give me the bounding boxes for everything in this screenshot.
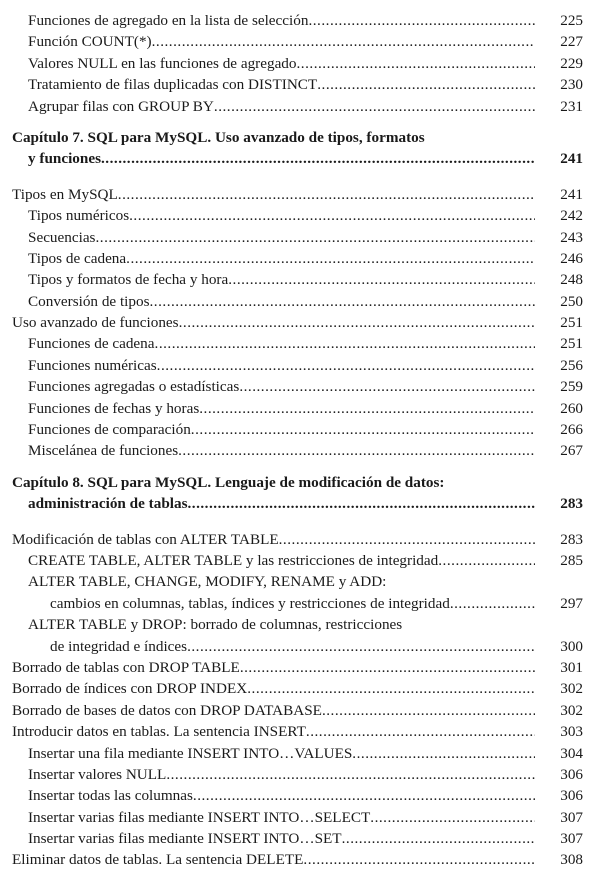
entry-title: Borrado de índices con DROP INDEX — [12, 680, 248, 698]
toc-entry-line — [0, 614, 600, 635]
dot-leader — [118, 184, 535, 205]
page-number: 302 — [560, 680, 583, 698]
dot-leader — [247, 678, 535, 699]
toc-entry — [0, 419, 600, 440]
toc-entry — [0, 355, 600, 376]
toc-entry-row — [0, 398, 600, 419]
entry-title: Secuencias — [28, 228, 96, 246]
toc-entry-row — [0, 440, 600, 461]
entry-title: Valores NULL en las funciones de agregado — [28, 54, 297, 72]
dot-leader — [129, 205, 535, 226]
dot-leader — [166, 764, 535, 785]
entry-title: Tipos y formatos de fecha y hora — [28, 271, 229, 289]
toc-entry-row — [0, 96, 600, 117]
entry-title: ALTER TABLE y DROP: borrado de columnas, restricciones — [28, 616, 403, 634]
toc-entry-row — [0, 419, 600, 440]
dot-leader — [240, 657, 535, 678]
chapter-entry — [0, 472, 600, 515]
page-number: 251 — [560, 335, 583, 353]
toc-entry-row — [0, 764, 600, 785]
dot-leader — [187, 636, 535, 657]
entry-title: ALTER TABLE, CHANGE, MODIFY, RENAME y ADD: — [28, 573, 387, 591]
page-number: 304 — [560, 744, 583, 762]
toc-entry — [0, 828, 600, 849]
entry-title: Modificación de tablas con ALTER TABLE — [12, 530, 279, 548]
toc-entry-row — [0, 828, 600, 849]
chapter-entry — [0, 127, 600, 170]
toc-entry — [0, 376, 600, 397]
toc-entry — [0, 227, 600, 248]
toc-entry-row — [0, 312, 600, 333]
toc-entry-row — [0, 10, 600, 31]
entry-title: Conversión de tipos — [28, 292, 150, 310]
toc-entry-row — [0, 529, 600, 550]
entry-title: Capítulo 8. SQL para MySQL. Lenguaje de modificación de datos: — [12, 473, 445, 491]
toc-entry-row — [0, 74, 600, 95]
toc-entry — [0, 248, 600, 269]
entry-title: de integridad e índices — [50, 637, 188, 655]
toc-entry-row — [0, 53, 600, 74]
dot-leader — [187, 493, 535, 514]
page-number: 308 — [560, 851, 583, 869]
toc-entry — [0, 269, 600, 290]
page-number: 225 — [560, 12, 583, 29]
toc-section — [0, 10, 600, 117]
entry-title: Funciones de comparación — [28, 421, 191, 439]
toc-entry — [0, 291, 600, 312]
entry-title: Insertar varias filas mediante INSERT INTO…SET — [28, 830, 342, 848]
dot-leader — [193, 785, 535, 806]
entry-title: Tipos de cadena — [28, 249, 127, 267]
page-number: 283 — [560, 495, 583, 513]
dot-leader — [322, 700, 535, 721]
dot-leader — [214, 96, 535, 117]
entry-title: Tratamiento de filas duplicadas con DISTINCT — [28, 76, 318, 94]
dot-leader — [126, 248, 535, 269]
toc-entry — [0, 529, 600, 550]
toc-entry — [0, 571, 600, 614]
entry-title: administración de tablas — [28, 495, 188, 513]
page-number: 302 — [560, 701, 583, 719]
toc-entry — [0, 785, 600, 806]
toc-entry — [0, 31, 600, 52]
page-number: 227 — [560, 33, 583, 51]
toc-entry-line — [0, 571, 600, 592]
toc-entry-row — [0, 493, 600, 514]
toc-entry — [0, 333, 600, 354]
dot-leader — [303, 849, 535, 870]
toc-entry — [0, 10, 600, 31]
toc-entry-row — [0, 291, 600, 312]
dot-leader — [308, 10, 535, 31]
entry-title: Borrado de tablas con DROP TABLE — [12, 658, 240, 676]
page-number: 246 — [560, 249, 583, 267]
chapter-heading — [0, 127, 600, 170]
dot-leader — [450, 593, 535, 614]
toc-entry — [0, 743, 600, 764]
page-number: 243 — [560, 228, 583, 246]
entry-title: Funciones de cadena — [28, 335, 155, 353]
toc-entry-row — [0, 743, 600, 764]
page-number: 297 — [560, 594, 583, 612]
page-number: 266 — [560, 421, 583, 439]
page-number: 307 — [560, 830, 583, 848]
toc-entry — [0, 657, 600, 678]
page-number: 260 — [560, 399, 583, 417]
page-number: 301 — [560, 658, 583, 676]
page-number: 250 — [560, 292, 583, 310]
dot-leader — [179, 312, 535, 333]
toc-entry-row — [0, 376, 600, 397]
entry-title: Capítulo 7. SQL para MySQL. Uso avanzado de tipos, formatos — [12, 128, 425, 146]
toc-entry — [0, 700, 600, 721]
toc-entry — [0, 184, 600, 205]
toc-entry — [0, 550, 600, 571]
entry-title: Insertar todas las columnas — [28, 787, 193, 805]
dot-leader — [155, 333, 535, 354]
entry-title: Insertar valores NULL — [28, 765, 167, 783]
entry-title: CREATE TABLE, ALTER TABLE y las restricciones de integridad — [28, 551, 439, 569]
dot-leader — [239, 376, 535, 397]
toc-entry-row — [0, 205, 600, 226]
toc-entry-row — [0, 269, 600, 290]
entry-title: Uso avanzado de funciones — [12, 314, 179, 332]
entry-title: Miscelánea de funciones — [28, 442, 179, 460]
entry-title: Función COUNT(*) — [28, 33, 152, 51]
toc-entry-row — [0, 785, 600, 806]
entry-title: Funciones numéricas — [28, 356, 157, 374]
toc-entry — [0, 614, 600, 657]
page-number: 259 — [560, 378, 583, 396]
toc-entry-row — [0, 184, 600, 205]
page-number: 267 — [560, 442, 583, 460]
dot-leader — [101, 148, 535, 169]
entry-title: Borrado de bases de datos con DROP DATABASE — [12, 701, 322, 719]
dot-leader — [306, 721, 535, 742]
page-number: 303 — [560, 723, 583, 741]
entry-title: Tipos numéricos — [28, 207, 130, 225]
dot-leader — [178, 440, 535, 461]
toc-entry-row — [0, 700, 600, 721]
toc-entry-row — [0, 355, 600, 376]
page-number: 283 — [560, 530, 583, 548]
dot-leader — [370, 807, 535, 828]
toc-entry-row — [0, 550, 600, 571]
dot-leader — [342, 828, 535, 849]
toc-entry — [0, 74, 600, 95]
toc-entry-row — [0, 636, 600, 657]
page-number: 307 — [560, 808, 583, 826]
dot-leader — [279, 529, 535, 550]
toc-section — [0, 184, 600, 462]
toc-entry — [0, 205, 600, 226]
page-number: 241 — [560, 185, 583, 203]
page-number: 256 — [560, 356, 583, 374]
toc-entry-row — [0, 227, 600, 248]
dot-leader — [317, 74, 535, 95]
toc-entry-row — [0, 807, 600, 828]
page-number: 285 — [560, 551, 583, 569]
dot-leader — [297, 53, 536, 74]
entry-title: Tipos en MySQL — [12, 185, 118, 203]
toc-entry — [0, 440, 600, 461]
entry-title: cambios en columnas, tablas, índices y restricciones de integridad — [50, 594, 450, 612]
entry-title: Insertar una fila mediante INSERT INTO…VALUES — [28, 744, 353, 762]
toc-entry — [0, 721, 600, 742]
page-number: 230 — [560, 76, 583, 94]
page-number: 306 — [560, 787, 583, 805]
entry-title: Funciones agregadas o estadísticas — [28, 378, 240, 396]
dot-leader — [199, 398, 535, 419]
entry-title: y funciones — [28, 150, 101, 168]
toc-entry-row — [0, 31, 600, 52]
toc-entry-row — [0, 657, 600, 678]
dot-leader — [157, 355, 535, 376]
dot-leader — [438, 550, 535, 571]
toc-entry — [0, 678, 600, 699]
toc-entry-row — [0, 849, 600, 870]
dot-leader — [150, 291, 536, 312]
toc-entry-row — [0, 721, 600, 742]
toc-entry-line — [0, 472, 600, 493]
entry-title: Insertar varias filas mediante INSERT INTO…SELECT — [28, 808, 371, 826]
page-number: 248 — [560, 271, 583, 289]
chapter-heading — [0, 472, 600, 515]
dot-leader — [95, 227, 535, 248]
dot-leader — [352, 743, 535, 764]
page-number: 300 — [560, 637, 583, 655]
toc-entry — [0, 53, 600, 74]
entry-title: Agrupar filas con GROUP BY — [28, 97, 214, 115]
toc-entry-row — [0, 248, 600, 269]
page-number: 242 — [560, 207, 583, 225]
page-number: 229 — [560, 54, 583, 72]
dot-leader — [191, 419, 535, 440]
dot-leader — [228, 269, 535, 290]
entry-title: Eliminar datos de tablas. La sentencia DELETE — [12, 851, 304, 869]
toc-entry-row — [0, 148, 600, 169]
page-number: 231 — [560, 97, 583, 115]
toc-entry — [0, 312, 600, 333]
dot-leader — [152, 31, 535, 52]
page-number: 306 — [560, 765, 583, 783]
toc-entry-row — [0, 333, 600, 354]
entry-title: Funciones de fechas y horas — [28, 399, 200, 417]
toc-entry — [0, 764, 600, 785]
entry-title: Funciones de agregado en la lista de selección — [28, 12, 309, 29]
toc-entry-line — [0, 127, 600, 148]
page-number: 251 — [560, 314, 583, 332]
toc-entry — [0, 849, 600, 870]
toc-entry-row — [0, 678, 600, 699]
table-of-contents — [0, 10, 600, 881]
toc-entry — [0, 807, 600, 828]
toc-entry — [0, 96, 600, 117]
toc-entry — [0, 398, 600, 419]
toc-entry-row — [0, 593, 600, 614]
page-number: 241 — [560, 150, 583, 168]
entry-title: Introducir datos en tablas. La sentencia INSERT — [12, 723, 306, 741]
toc-section — [0, 529, 600, 871]
